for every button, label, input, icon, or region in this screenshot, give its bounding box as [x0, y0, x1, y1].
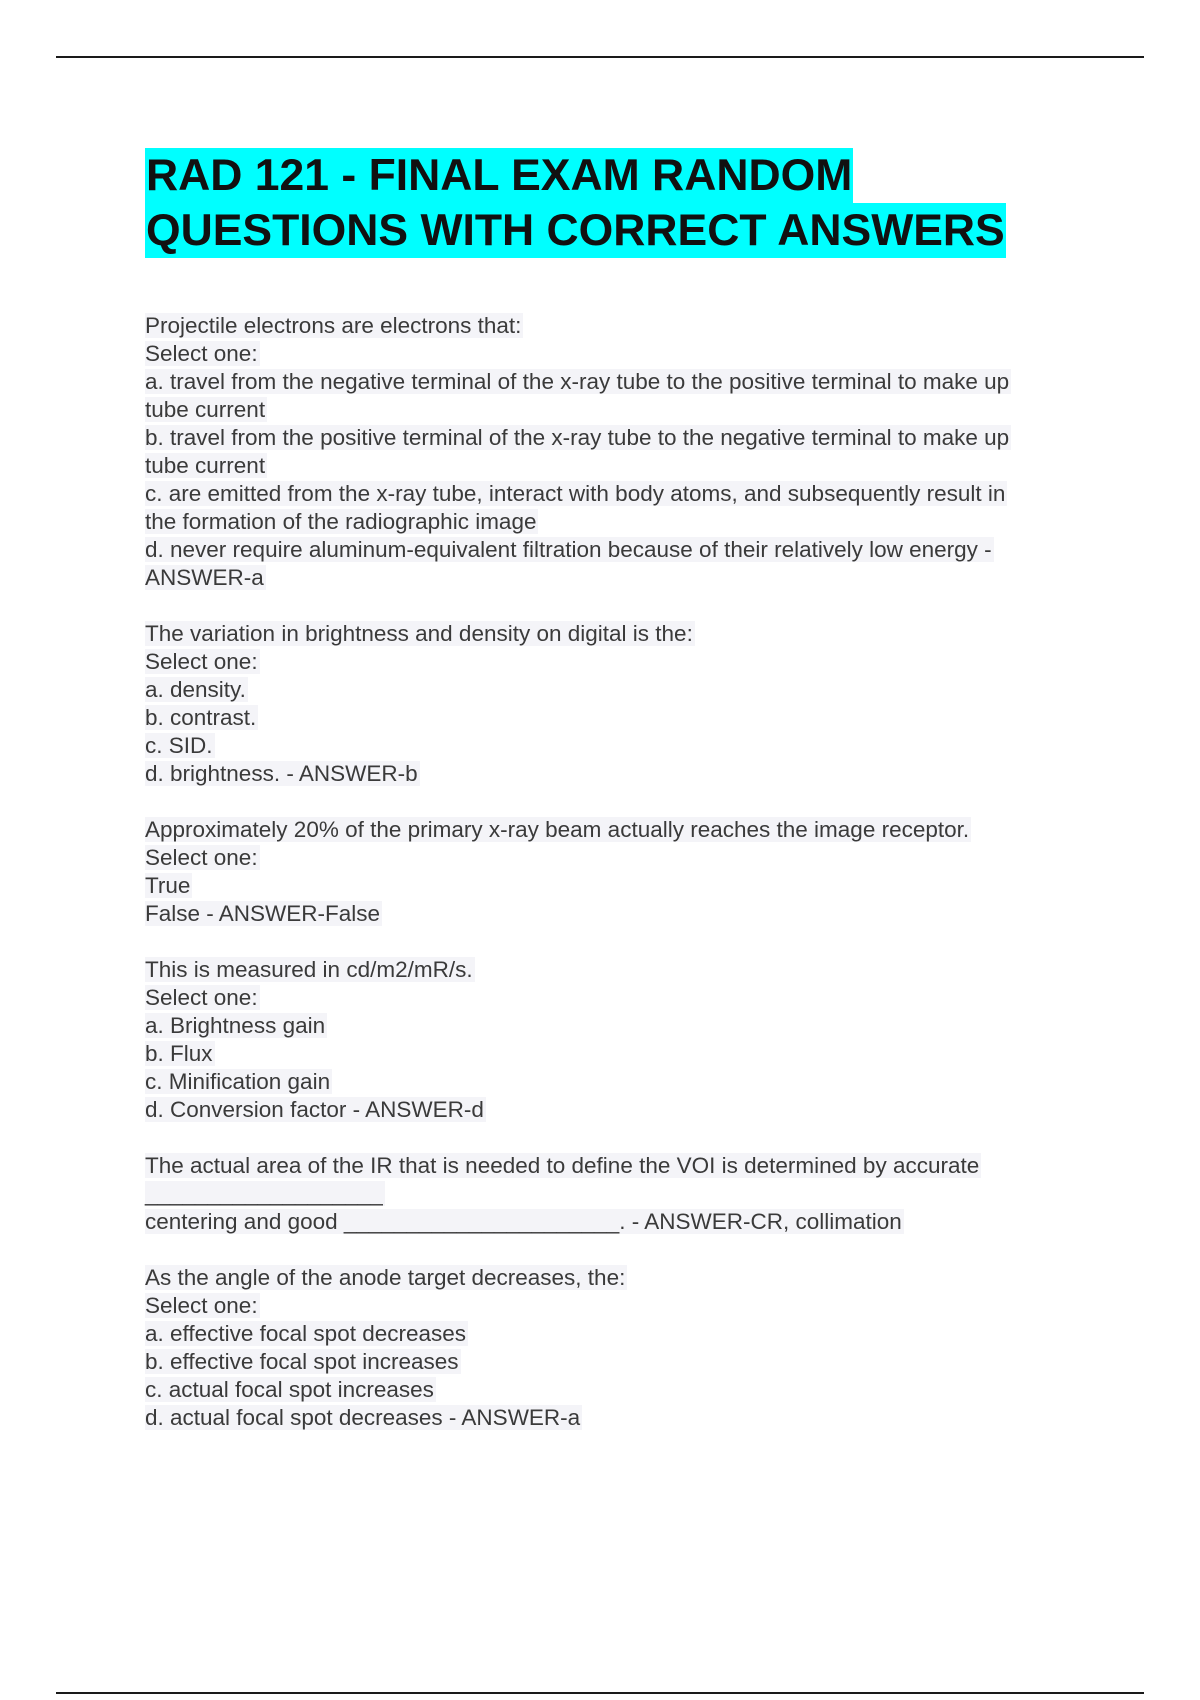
title-line-1: RAD 121 - FINAL EXAM RANDOM — [145, 148, 853, 203]
question-line-text: c. Minification gain — [145, 1069, 331, 1094]
question-spacer — [145, 1236, 1080, 1264]
question-line — [145, 844, 1080, 872]
header-rule — [56, 56, 1144, 58]
question-block — [145, 312, 1080, 592]
question-line-text: Select one: — [145, 649, 258, 674]
question-line-text: d. never require aluminum-equivalent filtration because of their relatively low energy - — [145, 537, 992, 562]
question-line — [145, 872, 1080, 900]
question-line-text: c. actual focal spot increases — [145, 1377, 434, 1402]
question-line-text: The actual area of the IR that is needed to define the VOI is determined by accurate — [145, 1153, 980, 1178]
question-line — [145, 1320, 1080, 1348]
question-spacer — [145, 928, 1080, 956]
title-line-2: QUESTIONS WITH CORRECT ANSWERS — [145, 203, 1006, 258]
question-line — [145, 816, 1080, 844]
question-line-text: centering and good ______________________. - ANSWER-CR, collimation — [145, 1209, 902, 1234]
question-line — [145, 508, 1080, 536]
question-block — [145, 956, 1080, 1124]
question-line-text: b. contrast. — [145, 705, 257, 730]
question-line-text: True — [145, 873, 191, 898]
question-line — [145, 1180, 1080, 1208]
question-line — [145, 312, 1080, 340]
question-line-text: d. actual focal spot decreases - ANSWER-a — [145, 1405, 581, 1430]
question-line-text: a. effective focal spot decreases — [145, 1321, 467, 1346]
question-line — [145, 956, 1080, 984]
question-line-text: d. brightness. - ANSWER-b — [145, 761, 418, 786]
question-line-text: a. travel from the negative terminal of the x-ray tube to the positive terminal to make up — [145, 369, 1010, 394]
question-line — [145, 1348, 1080, 1376]
question-line — [145, 760, 1080, 788]
question-line-text: tube current — [145, 397, 266, 422]
question-line-text: b. effective focal spot increases — [145, 1349, 459, 1374]
question-block — [145, 1152, 1080, 1236]
question-line-text: d. Conversion factor - ANSWER-d — [145, 1097, 484, 1122]
question-line-text: Select one: — [145, 985, 258, 1010]
question-block — [145, 620, 1080, 788]
question-line-text: Select one: — [145, 845, 258, 870]
question-line-text: a. density. — [145, 677, 246, 702]
question-line — [145, 1404, 1080, 1432]
footer-rule — [56, 1692, 1144, 1694]
question-line — [145, 1040, 1080, 1068]
question-line-text: False - ANSWER-False — [145, 901, 381, 926]
question-line — [145, 536, 1080, 564]
question-line — [145, 676, 1080, 704]
question-line-text: Approximately 20% of the primary x-ray beam actually reaches the image receptor. — [145, 817, 970, 842]
question-line-text: tube current — [145, 453, 266, 478]
question-line — [145, 620, 1080, 648]
question-block — [145, 1264, 1080, 1432]
question-line-text: b. travel from the positive terminal of the x-ray tube to the negative terminal to make up — [145, 425, 1010, 450]
question-line — [145, 1264, 1080, 1292]
question-line-text: Select one: — [145, 341, 258, 366]
question-spacer — [145, 592, 1080, 620]
question-line — [145, 1068, 1080, 1096]
question-line-text: ___________________ — [145, 1181, 383, 1206]
question-spacer — [145, 1124, 1080, 1152]
question-line-text: The variation in brightness and density on digital is the: — [145, 621, 693, 646]
question-line — [145, 396, 1080, 424]
question-line — [145, 704, 1080, 732]
question-line — [145, 732, 1080, 760]
question-line-text: b. Flux — [145, 1041, 213, 1066]
question-spacer — [145, 788, 1080, 816]
question-line — [145, 1096, 1080, 1124]
question-line-text: ANSWER-a — [145, 565, 264, 590]
question-line — [145, 340, 1080, 368]
question-line-text: a. Brightness gain — [145, 1013, 326, 1038]
question-block — [145, 816, 1080, 928]
question-line-text: As the angle of the anode target decreases, the: — [145, 1265, 626, 1290]
question-line — [145, 452, 1080, 480]
question-line — [145, 1152, 1080, 1180]
question-line-text: Projectile electrons are electrons that: — [145, 313, 522, 338]
question-list — [145, 312, 1080, 1432]
question-line — [145, 984, 1080, 1012]
question-line-text: the formation of the radiographic image — [145, 509, 537, 534]
question-line — [145, 368, 1080, 396]
document-title — [145, 148, 1085, 258]
question-line — [145, 648, 1080, 676]
question-line — [145, 564, 1080, 592]
question-line-text: Select one: — [145, 1293, 258, 1318]
question-line — [145, 900, 1080, 928]
question-line — [145, 1208, 1080, 1236]
question-line — [145, 1376, 1080, 1404]
question-line — [145, 480, 1080, 508]
question-line — [145, 1292, 1080, 1320]
question-line-text: c. are emitted from the x-ray tube, interact with body atoms, and subsequently result in — [145, 481, 1006, 506]
question-line-text: c. SID. — [145, 733, 213, 758]
question-line — [145, 424, 1080, 452]
question-line-text: This is measured in cd/m2/mR/s. — [145, 957, 473, 982]
question-line — [145, 1012, 1080, 1040]
